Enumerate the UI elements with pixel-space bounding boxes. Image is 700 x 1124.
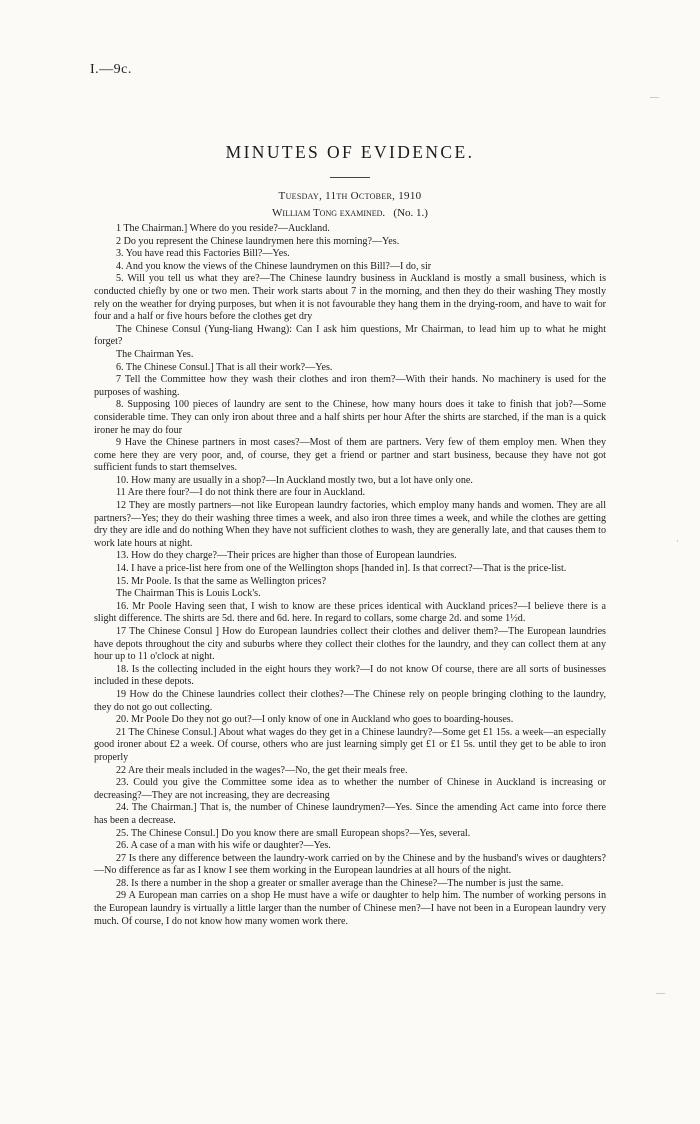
evidence-paragraph: 28. Is there a number in the shop a greater or smaller average than the Chinese?—The number is just the same.	[116, 877, 564, 889]
evidence-paragraph: 13. How do they charge?—Their prices are higher than those of European laundries.	[116, 550, 457, 562]
evidence-paragraph: 24. The Chairman.] That is, the number of Chinese laundrymen?—Yes. Since the amending Act came into force there has been a decrease.	[94, 802, 606, 826]
evidence-paragraph: 27 Is there any difference between the laundry-work carried on by the Chinese and by the husband's wives or daughters?—No difference as far as I know I see them working in the European laundries at all hours of the night.	[94, 852, 606, 877]
witness-name: William Tong examined.	[272, 207, 386, 219]
session-date: Tuesday, 11th October, 1910	[278, 190, 422, 202]
evidence-paragraph: The Chairman This is Louis Lock's.	[116, 588, 261, 600]
witness-number: (No. 1.)	[393, 207, 428, 219]
margin-mark: —	[656, 988, 665, 998]
title-rule	[330, 177, 370, 178]
evidence-paragraph: 23. Could you give the Committee some idea as to whether the number of Chinese in Auckland is increasing or decreasing?—They are not increasing, they are decreasing	[94, 777, 606, 801]
evidence-paragraph: 5. Will you tell us what they are?—The Chinese laundry business in Auckland is mostly a small business, which is conducted chiefly by one or two men. Their work starts about 7 in the morning, and then they do their washing They mostly rely on the weather for drying purposes, but when it is not favourable they hang them in the drying-room, and have to wait for four and a half or five hours before the clothes get dry	[94, 273, 606, 323]
evidence-paragraph: 6. The Chinese Consul.] That is all their work?—Yes.	[116, 361, 333, 373]
evidence-paragraph: 29 A European man carries on a shop He must have a wife or daughter to help him. The number of working persons in the European laundry is virtually a little larger than the number of Chinese men?—I have not been in a European laundry very much. Of course, I do not know how many women work there.	[94, 890, 606, 927]
margin-mark: ·	[676, 536, 679, 546]
evidence-paragraph: 7 Tell the Committee how they wash their clothes and iron them?—With their hands. No machinery is used for the purposes of washing.	[94, 374, 606, 398]
evidence-paragraph: 25. The Chinese Consul.] Do you know there are small European shops?—Yes, several.	[116, 827, 471, 839]
evidence-paragraph: 11 Are there four?—I do not think there are four in Auckland.	[116, 487, 366, 499]
page-ref: I.—9c.	[90, 62, 132, 77]
evidence-paragraph: 8. Supposing 100 pieces of laundry are sent to the Chinese, how many hours does it take to finish that job?—Some considerable time. They can only iron about three and a half shirts per hour After the shirts are starched, if the man is a quick ironer he may do four	[94, 399, 606, 436]
evidence-paragraph: 15. Mr Poole. Is that the same as Wellington prices?	[116, 575, 327, 587]
evidence-paragraph: 1 The Chairman.] Where do you reside?—Auckland.	[116, 223, 330, 234]
evidence-paragraph: 19 How do the Chinese laundries collect their clothes?—The Chinese rely on people bringing clothing to the laundry, they do not go out collecting.	[94, 688, 606, 713]
evidence-paragraph: 20. Mr Poole Do they not go out?—I only know of one in Auckland who goes to boarding-houses.	[116, 714, 514, 726]
evidence-paragraph: 10. How many are usually in a shop?—In Auckland mostly two, but a lot have only one.	[116, 474, 473, 486]
evidence-paragraph: The Chairman Yes.	[116, 348, 194, 360]
margin-mark: —	[650, 92, 659, 102]
evidence-paragraph: 18. Is the collecting included in the eight hours they work?—I do not know Of course, there are all sorts of businesses included in these depots.	[94, 663, 606, 688]
evidence-paragraph: 16. Mr Poole Having seen that, I wish to know are these prices identical with Auckland prices?—I believe there is a slight difference. The shirts are 5d. there and 6d. here. In regard to collars, some charge 2d. and some 1½d.	[94, 600, 606, 625]
evidence-paragraph: 12 They are mostly partners—not like European laundry factories, which employ many hands and women. They are all partners?—Yes; they do their washing three times a week, and also iron three times a week, and while the clothes are getting dry they are idle and do nothing When they have not sufficient clothes to wash, they are generally late, and that causes them to work late hours at night.	[94, 500, 606, 549]
evidence-body	[94, 223, 606, 928]
evidence-paragraph: 14. I have a price-list here from one of the Wellington shops [handed in]. Is that correct?—That is the price-list.	[116, 563, 567, 575]
evidence-paragraph: 17 The Chinese Consul ] How do European laundries collect their clothes and deliver them?—The European laundries have depots throughout the city and suburbs where they collect their clothes for the laundry, and they can collect them at any hour up to 11 o'clock at night.	[94, 626, 606, 663]
evidence-paragraph: 3. You have read this Factories Bill?—Yes.	[116, 248, 290, 260]
witness-line	[0, 207, 700, 219]
evidence-paragraph: 9 Have the Chinese partners in most cases?—Most of them are partners. Very few of them employ men. When they come here they are very poor, and, of course, they get a friend or partner and start business, because they have not got sufficient funds to start themselves.	[94, 437, 606, 474]
evidence-paragraph: 4. And you know the views of the Chinese laundrymen on this Bill?—I do, sir	[116, 260, 432, 272]
evidence-paragraph: 22 Are their meals included in the wages?—No, the get their meals free.	[116, 764, 408, 776]
evidence-paragraph: 21 The Chinese Consul.] About what wages do they get in a Chinese laundry?—Some get £1 15s. a week—an especially good ironer about £2 a week. Of course, others who are just learning simply get £1 or £1 5s. until they get to be able to iron properly	[94, 726, 606, 763]
evidence-paragraph: 2 Do you represent the Chinese laundrymen here this morning?—Yes.	[116, 235, 400, 247]
evidence-paragraph: 26. A case of a man with his wife or daughter?—Yes.	[116, 840, 331, 852]
document-title: MINUTES OF EVIDENCE.	[225, 142, 475, 162]
evidence-paragraph: The Chinese Consul (Yung-liang Hwang): Can I ask him questions, Mr Chairman, to lead him up to what he might forget?	[94, 323, 606, 348]
